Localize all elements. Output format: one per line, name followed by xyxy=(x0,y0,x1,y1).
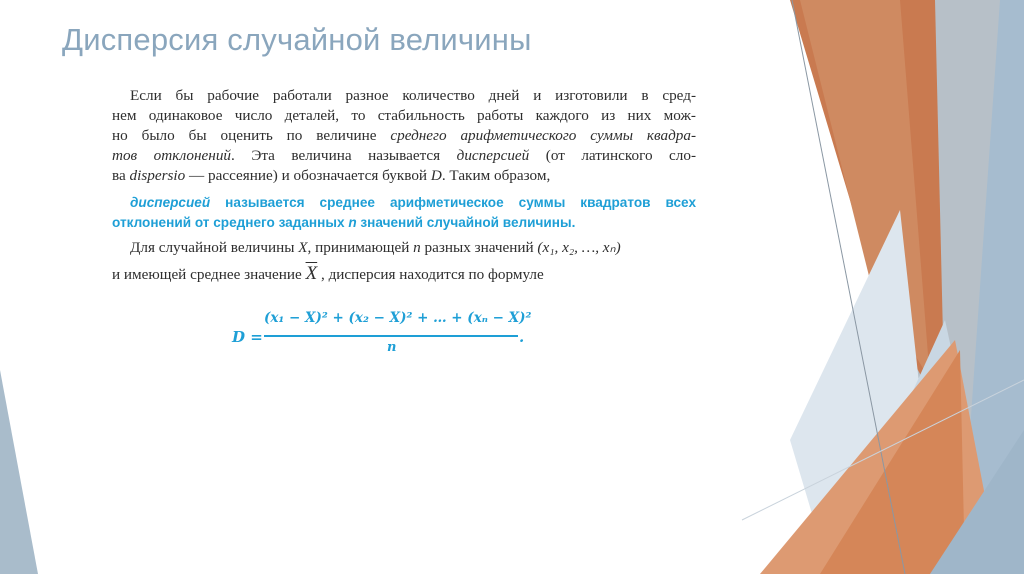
variable-x: X xyxy=(298,239,308,256)
intro-line-5: ва xyxy=(112,167,130,184)
intro-emphasis-5: D xyxy=(430,167,442,184)
intro-emphasis-4: dispersio xyxy=(129,167,186,184)
variable-n: n xyxy=(413,239,421,256)
fraction-bar xyxy=(264,335,518,337)
formula-intro-mid-2: разных значений xyxy=(420,239,538,256)
definition-paragraph xyxy=(112,193,696,233)
intro-line-2: нем одинаковое число деталей, то стабильность работы каждого из них мож- xyxy=(112,107,696,124)
intro-emphasis-1: среднего арифметического суммы квадра- xyxy=(390,127,696,144)
intro-line-4-end: (от латинского сло- xyxy=(529,147,697,164)
variance-formula xyxy=(232,310,532,362)
definition-text: называется среднее арифметическое суммы квадратов всех отклонений от среднего заданных xyxy=(112,195,696,230)
intro-line-1: Если бы рабочие работали разное количество дней и изготовили в сред- xyxy=(130,87,696,104)
intro-emphasis-2: тов отклонений xyxy=(112,147,232,164)
formula-intro-line-2-end: , дисперсия находится по формуле xyxy=(317,266,544,283)
formula-intro-line-2: и имеющей среднее значение xyxy=(112,266,306,283)
formula-lhs: D = xyxy=(232,328,263,346)
definition-term: дисперсией xyxy=(130,195,211,210)
formula-denominator: n xyxy=(387,340,397,355)
intro-line-5-mid: — рассеяние) и обозначается буквой xyxy=(185,167,431,184)
intro-line-5-end: . Таким образом, xyxy=(441,167,551,184)
formula-intro-line-1: Для случайной величины xyxy=(130,239,299,256)
intro-line-3: но было бы оценить по величине xyxy=(112,127,391,144)
formula-intro-mid: , принимающей xyxy=(307,239,414,256)
formula-end: . xyxy=(519,328,525,346)
definition-text-end: значений случайной величины. xyxy=(356,215,576,230)
intro-emphasis-3: дисперсией xyxy=(456,147,530,164)
intro-line-4: . Эта величина называется xyxy=(231,147,457,164)
mean-x-bar: $\overline{X}$ xyxy=(305,263,318,284)
formula-numerator: (x₁ − X)² + (x₂ − X)² + … + (xₙ − X)² xyxy=(264,310,532,326)
formula-intro-paragraph xyxy=(112,238,696,285)
left-blue-strip xyxy=(0,370,38,574)
intro-paragraph xyxy=(112,86,696,186)
slide-title: Дисперсия случайной величины xyxy=(62,22,532,57)
definition-n: n xyxy=(348,215,357,230)
values-list: (x₁, x₂, …, xₙ) xyxy=(537,239,621,256)
